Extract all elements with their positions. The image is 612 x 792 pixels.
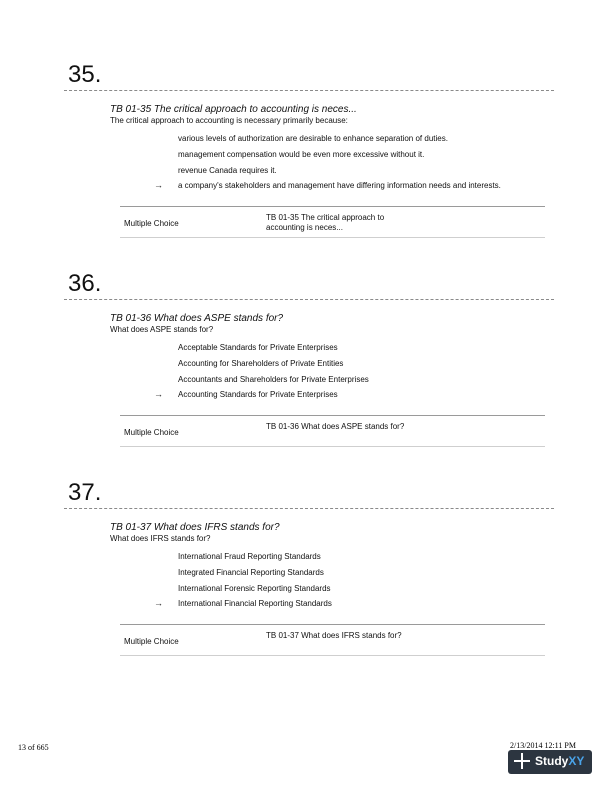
answer-option: Accountants and Shareholders for Private Enterprises [178,375,369,384]
answer-option-correct: Accounting Standards for Private Enterprises [178,390,338,399]
question-title: TB 01-36 What does ASPE stands for? [110,313,284,324]
correct-answer-arrow-icon: → [154,389,163,399]
answer-option: International Fraud Reporting Standards [178,552,321,561]
brand-main-text: Study [535,754,569,768]
page-counter: 13 of 665 [18,743,49,752]
question-meta-row [120,206,545,238]
question-title: TB 01-37 What does IFRS stands for? [110,522,280,533]
question-type: Multiple Choice [124,428,179,437]
question-reference: TB 01-35 The critical approach to accounting is neces... [266,213,385,232]
question-prompt: The critical approach to accounting is necessary primarily because: [110,116,348,125]
question-number: 37. [68,479,102,506]
question-meta-row [120,624,545,656]
answer-option-correct: a company's stakeholders and management have differing information needs and interests. [178,181,501,190]
question-title: TB 01-35 The critical approach to accounting is neces... [110,104,357,115]
question-type: Multiple Choice [124,637,179,646]
divider [64,90,554,91]
correct-answer-arrow-icon: → [154,598,163,608]
question-prompt: What does ASPE stands for? [110,325,214,334]
answer-option: management compensation would be even more excessive without it. [178,150,425,159]
brand-accent-text: XY [568,754,585,768]
question-reference: TB 01-37 What does IFRS stands for? [266,631,402,640]
answer-option: Acceptable Standards for Private Enterprises [178,343,338,352]
brand-name [535,754,584,768]
answer-option-correct: International Financial Reporting Standards [178,599,332,608]
studyxy-logo [508,750,592,774]
question-reference: TB 01-36 What does ASPE stands for? [266,422,405,431]
divider [64,508,554,509]
question-number: 36. [68,270,102,297]
correct-answer-arrow-icon: → [154,180,163,190]
answer-option: Accounting for Shareholders of Private Entities [178,359,344,368]
question-number: 35. [68,61,102,88]
print-timestamp: 2/13/2014 12:11 PM [510,741,576,750]
question-prompt: What does IFRS stands for? [110,534,211,543]
answer-option: Integrated Financial Reporting Standards [178,568,324,577]
answer-option: International Forensic Reporting Standards [178,584,331,593]
question-type: Multiple Choice [124,219,179,228]
answer-option: revenue Canada requires it. [178,166,277,175]
plus-icon [514,753,530,769]
divider [64,299,554,300]
answer-option: various levels of authorization are desirable to enhance separation of duties. [178,134,448,143]
question-meta-row [120,415,545,447]
